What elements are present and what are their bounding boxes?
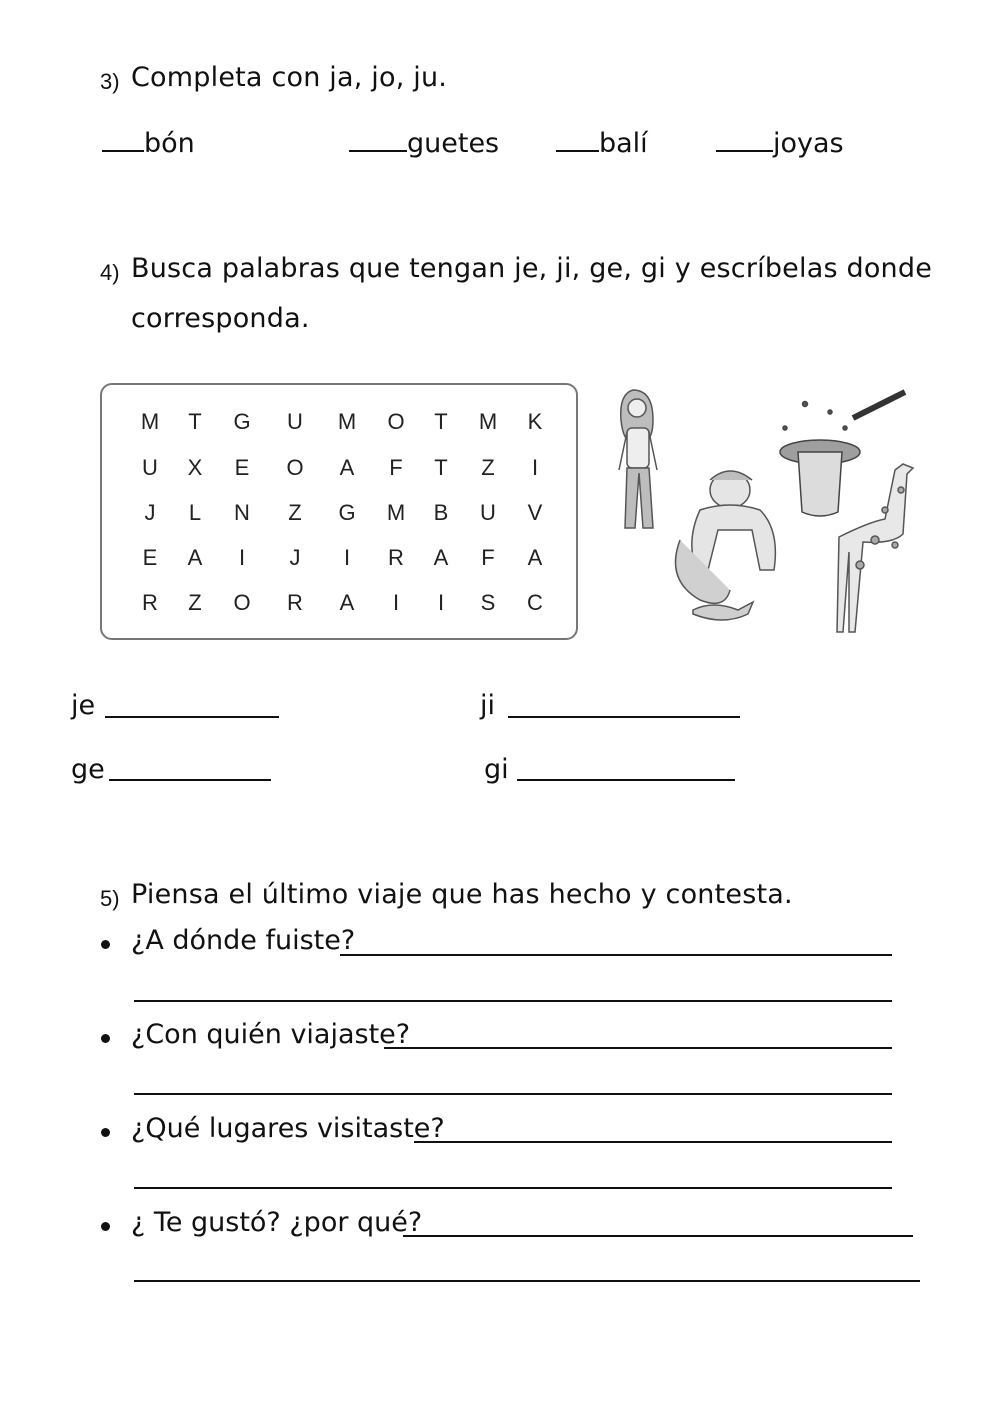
word-search-letter[interactable]: C <box>527 590 543 615</box>
word-search-letter[interactable]: M <box>386 500 406 525</box>
blank-item-2[interactable] <box>349 128 499 159</box>
girl-illustration <box>619 390 657 528</box>
answer-line-q2a[interactable] <box>384 1047 892 1049</box>
word-search-letter[interactable]: T <box>434 409 448 434</box>
word-search-letter[interactable]: U <box>142 455 158 480</box>
word-search-letter[interactable]: B <box>433 500 449 525</box>
word-search-letter[interactable]: M <box>140 409 160 434</box>
word-search-letter[interactable]: Z <box>481 455 495 480</box>
word-search-letter[interactable]: U <box>287 409 303 434</box>
exercise5-number: 5) <box>100 886 120 911</box>
exercise4-title-line1: Busca palabras que tengan je, ji, ge, gi y escríbelas donde <box>131 253 933 284</box>
word-search-letter[interactable]: O <box>233 590 251 615</box>
exercise3-number: 3) <box>100 69 120 94</box>
word-search-letter[interactable]: A <box>339 455 355 480</box>
word-search-letter[interactable]: T <box>188 409 202 434</box>
bullet-icon <box>101 1128 110 1137</box>
question-3: ¿Qué lugares visitaste? <box>131 1113 445 1144</box>
answer-line-q4b[interactable] <box>134 1280 920 1282</box>
word-search-letter[interactable]: S <box>480 590 496 615</box>
word-search-letter[interactable]: A <box>187 545 203 570</box>
word-search-letter[interactable]: A <box>433 545 449 570</box>
word-search-letter[interactable]: A <box>527 545 543 570</box>
word-search-letter[interactable]: V <box>527 500 543 525</box>
illustration-group <box>605 380 935 645</box>
word-search-grid <box>100 383 578 640</box>
blank-line[interactable] <box>349 149 407 152</box>
question-2: ¿Con quién viajaste? <box>131 1019 411 1050</box>
word-search-letter[interactable]: X <box>187 455 203 480</box>
answer-line-q1b[interactable] <box>134 1000 892 1002</box>
word-suffix: balí <box>599 128 648 159</box>
word-search-letter[interactable]: O <box>387 409 405 434</box>
magic-hat-illustration <box>780 392 905 516</box>
answer-line-ge[interactable] <box>109 779 271 781</box>
blank-item-4[interactable] <box>716 128 844 159</box>
blank-line[interactable] <box>716 149 773 152</box>
bullet-icon <box>101 1222 110 1231</box>
question-4: ¿ Te gustó? ¿por qué? <box>131 1207 423 1238</box>
word-search-letter[interactable]: Z <box>188 590 202 615</box>
blank-item-1[interactable] <box>102 128 195 159</box>
word-search-letter[interactable]: R <box>287 590 303 615</box>
word-search-letter[interactable]: N <box>234 500 250 525</box>
giraffe-illustration <box>837 464 913 632</box>
word-search-letter[interactable]: A <box>339 590 355 615</box>
word-search-letter[interactable]: J <box>144 500 156 525</box>
word-search-letter[interactable]: J <box>289 545 301 570</box>
blank-line[interactable] <box>556 149 599 152</box>
answer-line-q3a[interactable] <box>414 1141 892 1143</box>
word-search-letter[interactable]: L <box>188 500 202 525</box>
bullet-icon <box>101 1034 110 1043</box>
answer-line-ji[interactable] <box>508 716 740 718</box>
word-search-letter[interactable]: R <box>142 590 158 615</box>
word-search-letter[interactable]: I <box>343 545 351 570</box>
word-search-letter[interactable]: M <box>478 409 498 434</box>
word-search-letter[interactable]: R <box>388 545 404 570</box>
word-search-letter[interactable]: K <box>527 409 543 434</box>
word-search-letter[interactable]: T <box>434 455 448 480</box>
exercise4-number: 4) <box>100 260 120 285</box>
word-search-letter[interactable]: I <box>531 455 539 480</box>
answer-line-q2b[interactable] <box>134 1093 892 1095</box>
label-ji: ji <box>480 690 496 721</box>
label-ge: ge <box>71 754 105 785</box>
exercise5-title: Piensa el último viaje que has hecho y contesta. <box>131 879 793 910</box>
word-search-letter[interactable]: U <box>480 500 496 525</box>
word-search-letter[interactable]: G <box>233 409 251 434</box>
word-search-letter[interactable]: G <box>338 500 356 525</box>
word-search-letter[interactable]: F <box>389 455 403 480</box>
label-je: je <box>71 690 96 721</box>
word-suffix: bón <box>144 128 195 159</box>
word-suffix: joyas <box>773 128 844 159</box>
exercise4-title-line2: corresponda. <box>131 303 310 334</box>
word-search-letter[interactable]: I <box>392 590 400 615</box>
word-search-letter[interactable]: I <box>238 545 246 570</box>
answer-line-gi[interactable] <box>517 779 735 781</box>
label-gi: gi <box>484 754 509 785</box>
word-search-letter[interactable]: I <box>437 590 445 615</box>
question-1: ¿A dónde fuiste? <box>131 925 356 956</box>
word-search-letter[interactable]: E <box>142 545 158 570</box>
word-suffix: guetes <box>407 128 500 159</box>
word-search-letter[interactable]: F <box>481 545 495 570</box>
answer-line-q3b[interactable] <box>134 1187 892 1189</box>
blank-line[interactable] <box>102 149 144 152</box>
blank-item-3[interactable] <box>556 128 648 159</box>
answer-line-q4a[interactable] <box>403 1235 913 1237</box>
answer-line-je[interactable] <box>105 716 279 718</box>
word-search-letter[interactable]: M <box>337 409 357 434</box>
word-search-letter[interactable]: Z <box>288 500 302 525</box>
answer-line-q1a[interactable] <box>340 954 892 956</box>
word-search-letter[interactable]: O <box>286 455 304 480</box>
word-search-letter[interactable]: E <box>234 455 250 480</box>
bullet-icon <box>101 940 110 949</box>
exercise3-title: Completa con ja, jo, ju. <box>131 62 448 93</box>
genie-illustration <box>676 471 776 620</box>
